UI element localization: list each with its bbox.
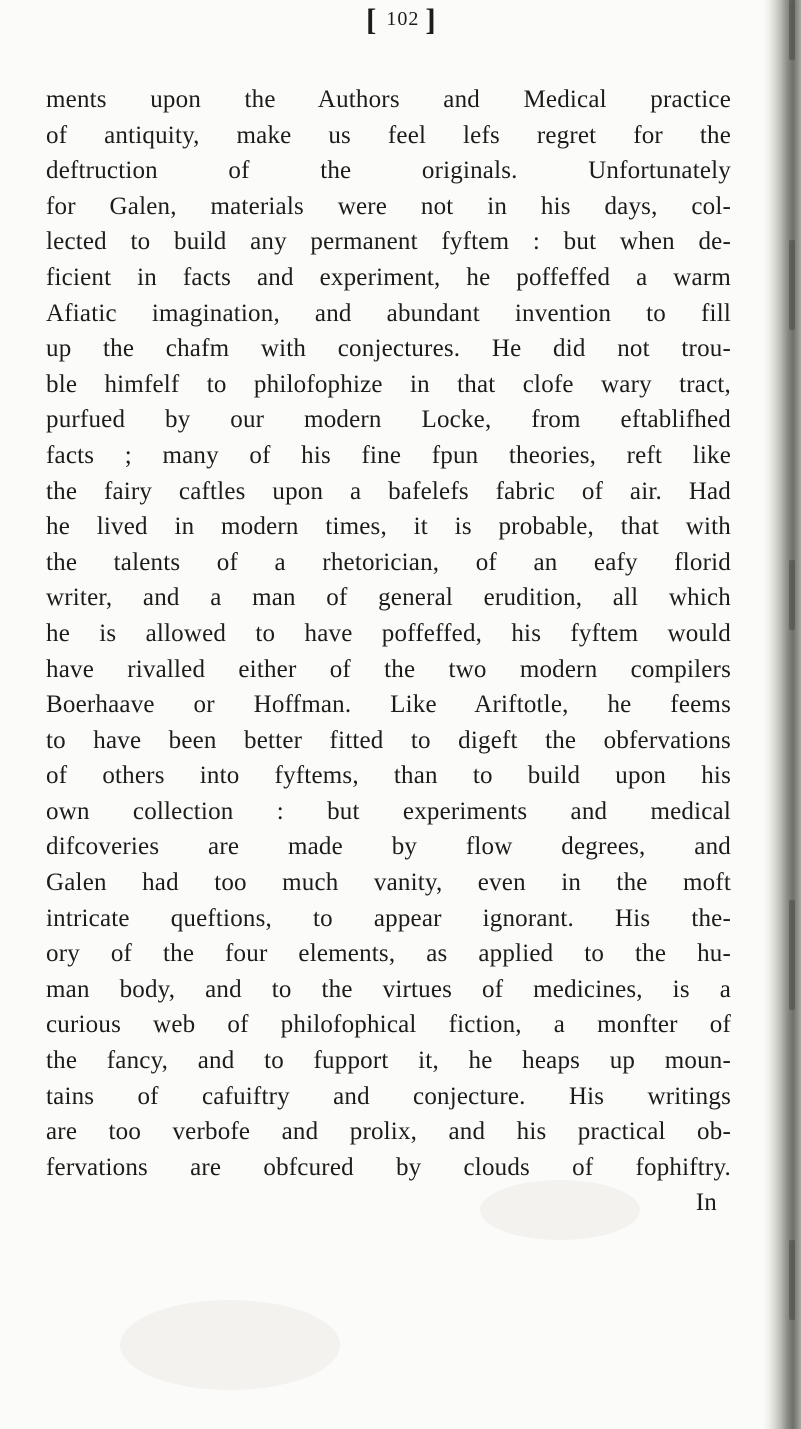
body-text <box>46 82 731 1221</box>
text-line: tains of cafuiftry and conjecture. His writings <box>46 1082 731 1110</box>
text-line: to have been better fitted to digeft the obfervations <box>46 726 731 754</box>
page-binding-edge <box>763 0 801 1429</box>
text-line: he lived in modern times, it is probable, that with <box>46 513 731 541</box>
page-number: 102 <box>386 8 420 30</box>
text-line: the fairy caftles upon a bafelefs fabric of air. Had <box>46 477 731 505</box>
text-line: facts ; many of his fine fpun theories, reft like <box>46 441 731 469</box>
text-line: ble himfelf to philofophize in that clofe wary tract, <box>46 370 731 398</box>
text-line: of antiquity, make us feel lefs regret for the <box>46 121 731 149</box>
text-line: the fancy, and to fupport it, he heaps up moun- <box>46 1047 731 1075</box>
text-line: of others into fyftems, than to build upon his <box>46 762 731 790</box>
edge-shadow-mark <box>789 240 795 330</box>
text-line: intricate queftions, to appear ignorant. His the- <box>46 904 731 932</box>
text-line: lected to build any permanent fyftem : but when de- <box>46 228 731 256</box>
text-line: Galen had too much vanity, even in the moft <box>46 869 731 897</box>
paper-stain <box>120 1300 340 1390</box>
edge-shadow-mark <box>789 560 795 630</box>
text-line: man body, and to the virtues of medicines, is a <box>46 975 731 1003</box>
text-line: the talents of a rhetorician, of an eafy florid <box>46 548 731 576</box>
text-line: are too verbofe and prolix, and his practical ob- <box>46 1118 731 1146</box>
text-line: own collection : but experiments and medical <box>46 797 731 825</box>
text-line: have rivalled either of the two modern compilers <box>46 655 731 683</box>
text-line: Afiatic imagination, and abundant invention to fill <box>46 299 731 327</box>
catchword: In <box>695 1189 717 1217</box>
text-line: up the chafm with conjectures. He did not trou- <box>46 335 731 363</box>
text-line: ments upon the Authors and Medical practice <box>46 86 731 113</box>
edge-shadow-mark <box>789 0 795 60</box>
text-line: deftruction of the originals. Unfortunately <box>46 157 731 185</box>
text-line: writer, and a man of general erudition, all which <box>46 584 731 612</box>
page-header <box>366 2 438 38</box>
text-line: ory of the four elements, as applied to the hu- <box>46 940 731 968</box>
text-line: fervations are obfcured by clouds of fophiftry. <box>46 1153 731 1181</box>
text-line: purfued by our modern Locke, from eftablifhed <box>46 406 731 434</box>
edge-shadow-mark <box>789 900 795 1010</box>
text-line: for Galen, materials were not in his days, col- <box>46 192 731 220</box>
text-line: he is allowed to have poffeffed, his fyftem would <box>46 619 731 647</box>
edge-shadow-mark <box>789 1240 795 1320</box>
header-right-bracket: ] <box>425 2 438 37</box>
text-line: curious web of philofophical fiction, a monfter of <box>46 1011 731 1039</box>
header-left-bracket: [ <box>366 2 379 37</box>
text-line: ficient in facts and experiment, he poffeffed a warm <box>46 263 731 291</box>
text-line: Boerhaave or Hoffman. Like Ariftotle, he feems <box>46 691 731 719</box>
text-line: difcoveries are made by flow degrees, and <box>46 833 731 861</box>
